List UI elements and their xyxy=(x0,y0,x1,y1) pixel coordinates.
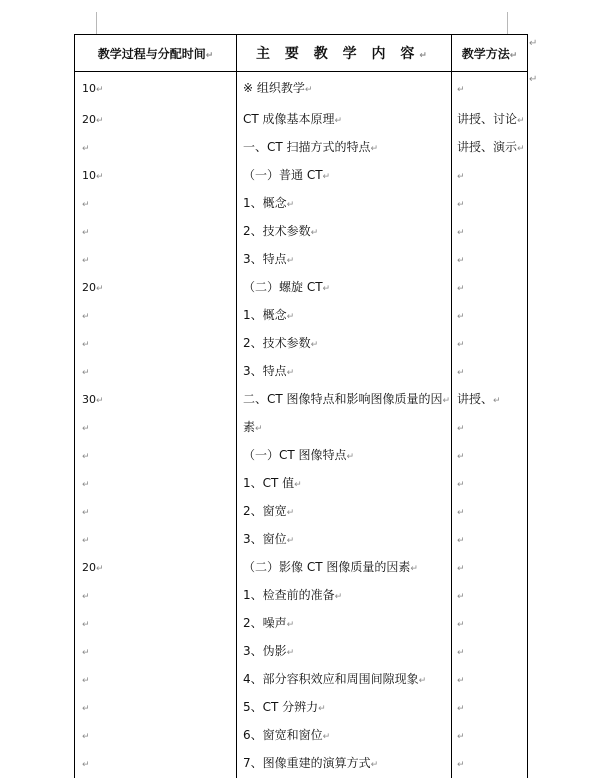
paragraph-mark: ↵ xyxy=(442,396,451,406)
content-cell-text: （二）螺旋 CT xyxy=(243,280,323,294)
header-cell xyxy=(237,35,452,72)
content-cell-text: ※ 组织教学 xyxy=(243,81,305,95)
paragraph-mark: ↵ xyxy=(82,311,90,322)
header-method: 教学方法 xyxy=(461,46,510,61)
time-cell xyxy=(75,246,237,274)
row-end-mark: ↵ xyxy=(529,74,538,85)
content-cell xyxy=(237,582,452,610)
content-cell-text: 3、伪影 xyxy=(243,644,287,658)
paragraph-mark: ↵ xyxy=(255,424,263,434)
content-cell xyxy=(237,386,452,414)
paragraph-mark: ↵ xyxy=(96,85,104,95)
content-cell-text: 2、技术参数 xyxy=(243,224,311,238)
content-cell xyxy=(237,722,452,750)
time-cell-text: 20 xyxy=(82,280,96,294)
paragraph-mark: ↵ xyxy=(304,85,313,95)
method-cell xyxy=(452,414,528,442)
paragraph-mark: ↵ xyxy=(82,619,90,630)
time-cell xyxy=(75,638,237,666)
method-cell xyxy=(452,722,528,750)
content-cell xyxy=(237,330,452,358)
time-cell xyxy=(75,358,237,386)
table-row xyxy=(75,274,528,302)
paragraph-mark: ↵ xyxy=(82,675,90,686)
method-cell xyxy=(452,190,528,218)
content-cell xyxy=(237,190,452,218)
content-cell xyxy=(237,610,452,638)
time-cell xyxy=(75,330,237,358)
table-row xyxy=(75,218,528,246)
content-cell-text: 1、检查前的准备 xyxy=(243,588,335,602)
time-cell xyxy=(75,470,237,498)
method-cell xyxy=(452,638,528,666)
paragraph-mark: ↵ xyxy=(286,536,295,546)
paragraph-mark: ↵ xyxy=(457,536,465,546)
paragraph-mark: ↵ xyxy=(457,480,465,490)
time-cell xyxy=(75,554,237,582)
cell-end-mark: ↵ xyxy=(205,50,214,61)
paragraph-mark: ↵ xyxy=(82,451,90,462)
table-row xyxy=(75,526,528,554)
method-cell xyxy=(452,218,528,246)
table-row xyxy=(75,330,528,358)
paragraph-mark: ↵ xyxy=(334,592,343,602)
paragraph-mark: ↵ xyxy=(82,535,90,546)
paragraph-mark: ↵ xyxy=(457,340,465,350)
paragraph-mark: ↵ xyxy=(334,116,343,126)
table-row xyxy=(75,554,528,582)
paragraph-mark: ↵ xyxy=(82,255,90,266)
method-cell xyxy=(452,274,528,302)
method-cell xyxy=(452,554,528,582)
paragraph-mark: ↵ xyxy=(286,508,295,518)
paragraph-mark: ↵ xyxy=(457,760,465,770)
paragraph-mark: ↵ xyxy=(310,340,319,350)
header-cell xyxy=(75,35,237,72)
content-cell xyxy=(237,694,452,722)
method-cell xyxy=(452,582,528,610)
paragraph-mark: ↵ xyxy=(457,676,465,686)
paragraph-mark: ↵ xyxy=(457,592,465,602)
paragraph-mark: ↵ xyxy=(322,732,331,742)
table-row xyxy=(75,582,528,610)
method-cell xyxy=(452,72,528,107)
content-cell-text: 5、CT 分辨力 xyxy=(243,700,319,714)
table-row xyxy=(75,386,528,414)
content-cell xyxy=(237,554,452,582)
table-row xyxy=(75,694,528,722)
table-row xyxy=(75,750,528,778)
method-cell xyxy=(452,386,528,414)
method-cell xyxy=(452,750,528,778)
paragraph-mark: ↵ xyxy=(457,564,465,574)
content-cell-text: 2、窗宽 xyxy=(243,504,287,518)
paragraph-mark: ↵ xyxy=(370,144,379,154)
content-cell-text: 3、窗位 xyxy=(243,532,287,546)
paragraph-mark: ↵ xyxy=(286,200,295,210)
paragraph-mark: ↵ xyxy=(457,452,465,462)
content-cell-text: 1、概念 xyxy=(243,308,287,322)
method-cell xyxy=(452,610,528,638)
table-row xyxy=(75,498,528,526)
row-end-mark: ↵ xyxy=(529,38,538,49)
content-cell-text: 7、图像重建的演算方式 xyxy=(243,756,371,770)
paragraph-mark: ↵ xyxy=(517,116,525,126)
method-cell-text: 讲授、演示 xyxy=(457,140,518,154)
table-row xyxy=(75,72,528,107)
time-cell-text: 10 xyxy=(82,168,96,182)
time-cell xyxy=(75,750,237,778)
method-cell xyxy=(452,106,528,134)
paragraph-mark: ↵ xyxy=(82,731,90,742)
paragraph-mark: ↵ xyxy=(96,283,104,294)
time-cell-text: 20 xyxy=(82,560,96,574)
method-cell xyxy=(452,470,528,498)
teaching-plan-table xyxy=(74,34,528,778)
content-cell-text: 2、噪声 xyxy=(243,616,287,630)
content-cell xyxy=(237,638,452,666)
time-cell xyxy=(75,666,237,694)
content-cell xyxy=(237,750,452,778)
crop-mark-left xyxy=(96,12,97,34)
table-header-row xyxy=(75,35,528,72)
crop-mark-right xyxy=(507,12,508,34)
method-cell xyxy=(452,134,528,162)
table-row xyxy=(75,106,528,134)
paragraph-mark: ↵ xyxy=(457,228,465,238)
cell-end-mark: ↵ xyxy=(419,51,432,61)
paragraph-mark: ↵ xyxy=(493,396,501,406)
paragraph-mark: ↵ xyxy=(286,648,295,658)
table-row xyxy=(75,302,528,330)
content-cell-text: CT 成像基本原理 xyxy=(243,112,335,126)
table-row xyxy=(75,246,528,274)
content-cell xyxy=(237,218,452,246)
paragraph-mark: ↵ xyxy=(410,564,418,574)
content-cell-text: 二、CT 图像特点和影响图像质量的因 xyxy=(243,392,443,406)
time-cell xyxy=(75,442,237,470)
paragraph-mark: ↵ xyxy=(286,620,295,630)
table-row xyxy=(75,666,528,694)
header-cell xyxy=(452,35,528,72)
method-cell xyxy=(452,526,528,554)
content-cell-text: 4、部分容积效应和周围间隙现象 xyxy=(243,672,419,686)
method-cell xyxy=(452,442,528,470)
paragraph-mark: ↵ xyxy=(322,284,331,294)
content-cell-text: 素 xyxy=(243,420,256,434)
table-row xyxy=(75,638,528,666)
paragraph-mark: ↵ xyxy=(457,508,465,518)
table-row xyxy=(75,470,528,498)
paragraph-mark: ↵ xyxy=(457,200,465,210)
content-cell-text: 1、CT 值 xyxy=(243,476,295,490)
time-cell xyxy=(75,218,237,246)
paragraph-mark: ↵ xyxy=(294,480,302,490)
content-cell xyxy=(237,162,452,190)
method-cell xyxy=(452,694,528,722)
paragraph-mark: ↵ xyxy=(82,647,90,658)
content-cell xyxy=(237,526,452,554)
paragraph-mark: ↵ xyxy=(322,172,331,182)
paragraph-mark: ↵ xyxy=(82,367,90,378)
time-cell xyxy=(75,526,237,554)
method-cell xyxy=(452,498,528,526)
paragraph-mark: ↵ xyxy=(457,620,465,630)
method-cell xyxy=(452,358,528,386)
paragraph-mark: ↵ xyxy=(82,143,90,154)
time-cell xyxy=(75,386,237,414)
content-cell xyxy=(237,72,452,107)
paragraph-mark: ↵ xyxy=(418,676,427,686)
paragraph-mark: ↵ xyxy=(370,760,379,770)
method-cell-text: 讲授、 xyxy=(457,392,494,406)
paragraph-mark: ↵ xyxy=(96,563,104,574)
content-cell-text: 1、概念 xyxy=(243,196,287,210)
content-cell-text: 3、特点 xyxy=(243,364,287,378)
paragraph-mark: ↵ xyxy=(96,171,104,182)
content-cell xyxy=(237,414,452,442)
method-cell xyxy=(452,162,528,190)
paragraph-mark: ↵ xyxy=(457,368,465,378)
table-row xyxy=(75,414,528,442)
content-cell xyxy=(237,246,452,274)
time-cell-text: 20 xyxy=(82,112,96,126)
method-cell xyxy=(452,330,528,358)
paragraph-mark: ↵ xyxy=(310,228,319,238)
content-cell-text: 6、窗宽和窗位 xyxy=(243,728,323,742)
paragraph-mark: ↵ xyxy=(457,85,465,95)
paragraph-mark: ↵ xyxy=(82,199,90,210)
table-row xyxy=(75,442,528,470)
time-cell xyxy=(75,582,237,610)
paragraph-mark: ↵ xyxy=(82,703,90,714)
content-cell-text: （一）普通 CT xyxy=(243,168,323,182)
content-cell xyxy=(237,302,452,330)
method-cell xyxy=(452,666,528,694)
paragraph-mark: ↵ xyxy=(457,704,465,714)
content-cell-text: （二）影像 CT 图像质量的因素 xyxy=(243,560,411,574)
content-cell xyxy=(237,498,452,526)
header-content: 主 要 教 学 内 容 xyxy=(256,46,420,62)
paragraph-mark: ↵ xyxy=(457,284,465,294)
table-row xyxy=(75,358,528,386)
paragraph-mark: ↵ xyxy=(286,256,295,266)
content-cell-text: （一）CT 图像特点 xyxy=(243,448,347,462)
paragraph-mark: ↵ xyxy=(82,339,90,350)
cell-end-mark: ↵ xyxy=(509,50,518,61)
table-row xyxy=(75,610,528,638)
time-cell xyxy=(75,106,237,134)
paragraph-mark: ↵ xyxy=(96,395,104,406)
content-cell xyxy=(237,358,452,386)
paragraph-mark: ↵ xyxy=(82,423,90,434)
time-cell-text: 10 xyxy=(82,82,96,95)
time-cell xyxy=(75,610,237,638)
time-cell xyxy=(75,162,237,190)
method-cell-text: 讲授、讨论 xyxy=(457,112,518,126)
paragraph-mark: ↵ xyxy=(457,312,465,322)
time-cell xyxy=(75,274,237,302)
paragraph-mark: ↵ xyxy=(286,368,295,378)
time-cell xyxy=(75,134,237,162)
paragraph-mark: ↵ xyxy=(346,452,355,462)
paragraph-mark: ↵ xyxy=(318,704,326,714)
time-cell xyxy=(75,722,237,750)
method-cell xyxy=(452,302,528,330)
time-cell xyxy=(75,694,237,722)
content-cell xyxy=(237,106,452,134)
method-cell xyxy=(452,246,528,274)
paragraph-mark: ↵ xyxy=(96,115,104,126)
time-cell xyxy=(75,72,237,107)
time-cell-text: 30 xyxy=(82,392,96,406)
time-cell xyxy=(75,302,237,330)
header-time: 教学过程与分配时间 xyxy=(97,46,206,61)
time-cell xyxy=(75,190,237,218)
paragraph-mark: ↵ xyxy=(82,479,90,490)
paragraph-mark: ↵ xyxy=(517,144,525,154)
content-cell xyxy=(237,442,452,470)
paragraph-mark: ↵ xyxy=(82,507,90,518)
paragraph-mark: ↵ xyxy=(457,424,465,434)
time-cell xyxy=(75,498,237,526)
content-cell-text: 一、CT 扫描方式的特点 xyxy=(243,140,371,154)
content-cell-text: 3、特点 xyxy=(243,252,287,266)
table-row xyxy=(75,190,528,218)
paragraph-mark: ↵ xyxy=(457,172,465,182)
table-row xyxy=(75,134,528,162)
content-cell xyxy=(237,134,452,162)
paragraph-mark: ↵ xyxy=(82,591,90,602)
table-row xyxy=(75,162,528,190)
content-cell xyxy=(237,666,452,694)
paragraph-mark: ↵ xyxy=(286,312,295,322)
content-cell xyxy=(237,470,452,498)
paragraph-mark: ↵ xyxy=(82,227,90,238)
paragraph-mark: ↵ xyxy=(457,648,465,658)
paragraph-mark: ↵ xyxy=(82,759,90,770)
paragraph-mark: ↵ xyxy=(457,256,465,266)
content-cell-text: 2、技术参数 xyxy=(243,336,311,350)
paragraph-mark: ↵ xyxy=(457,732,465,742)
content-cell xyxy=(237,274,452,302)
table-row xyxy=(75,722,528,750)
time-cell xyxy=(75,414,237,442)
